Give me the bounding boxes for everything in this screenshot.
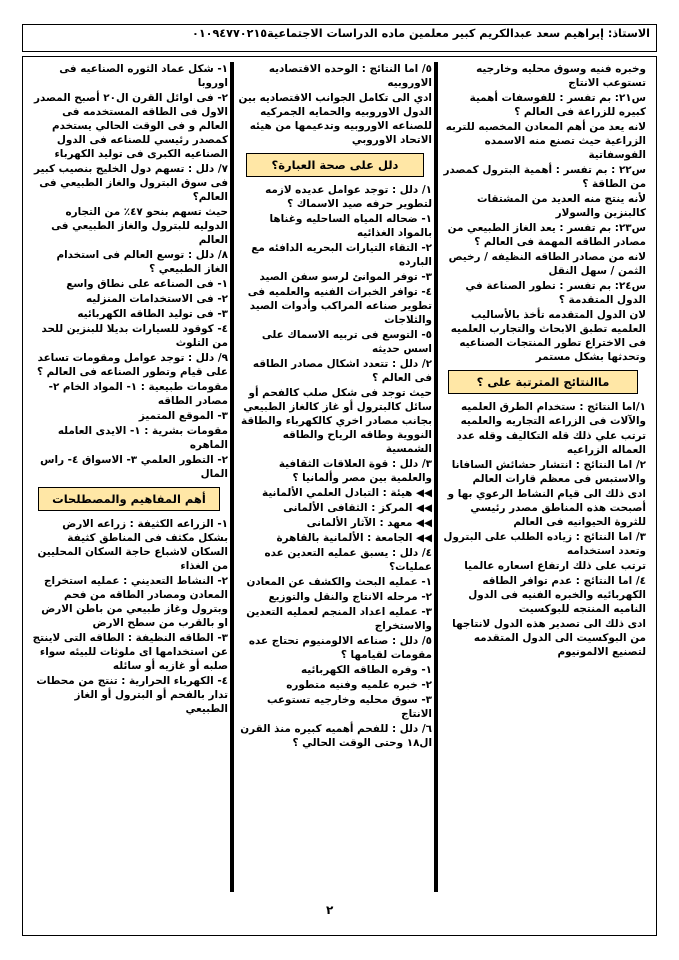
text-line: ١/ دلل : توجد عوامل عديده لازمه لتطوير حرفه صيد الاسماك ؟	[265, 184, 432, 210]
text-line: ١- وفره الطاقه الكهربائيه	[300, 664, 432, 676]
text-line: ٥- التوسع فى تربيه الاسماك على اسس حديثه	[261, 329, 432, 355]
text-line: ٥/ اما النتائج : الوحده الاقتصاديه الاوروبيه	[268, 63, 432, 89]
text-line: ٣- عمليه اعداد المنجم لعمليه التعدين والاستخراج	[246, 606, 432, 632]
text-line: ٣- الطاقه النظيفة : الطاقه التى لاينتج عن استخدامها اى ملوثات للبيئه سواء صلبه أو غازيه أو سائله	[32, 632, 228, 672]
text-line: ٣- فى توليد الطاقه الكهربائيه	[77, 308, 228, 320]
text-line: حيث توجد فى شكل صلب كالفحم أو سائل كالبترول أو غاز كالغاز الطبيعي بجانب مصادر اخري كالكهرباء والطاقة النووية وطاقه الرياح والطاقه الشمسية	[241, 387, 432, 455]
section-title-prove: دلل على صحة العبارة؟	[246, 153, 424, 177]
text-line: ١- فى الصناعه على نطاق واسع	[66, 278, 228, 290]
text-line: ٤- الكهرباء الحرارية : تنتج من محطات تدار بالفحم أو البترول أو الغاز الطبيعي	[36, 675, 228, 715]
text-line: س٢١: بم تفسر : للفوسفات أهمية كبيره للزراعة فى العالم ؟	[469, 92, 646, 118]
text-line: ادى ذلك الى قيام النشاط الرعوي بها و أصبحت هذه المناطق مصدر رئيسي للثروة الحيوانيه فى العالم	[447, 488, 646, 528]
text-line: ٣/ اما النتائج : زياده الطلب على البترول وتعدد استخدامه	[443, 531, 646, 557]
text-line: ١- ضحاله المياه الساحليه وغناها بالمواد الغذائيه	[269, 213, 432, 239]
section-title-concepts: أهم المفاهيم والمصطلحات	[38, 487, 220, 511]
text-line: ٢- فى الاستخدامات المنزليه	[86, 293, 228, 305]
text-line: مقومات طبيعية : ١- المواد الخام ٢- مصادر الطاقه	[48, 381, 228, 407]
text-line: ٣- توفر الموانئ لرسو سفن الصيد	[259, 271, 432, 283]
section-title-results: ماالنتائج المترتبة على ؟	[448, 370, 638, 394]
text-line: ٢- مرحله الانتاج والنقل والتوزيع	[268, 591, 432, 603]
text-line: لان الدول المتقدمه تأخذ بالأساليب العلميه تطبق الابحاث والتجارب العلميه فى الاختراع تطور المنتجات الصناعيه وتحدثها بشكل مستمر	[450, 309, 646, 363]
text-line: ◀◀ معهد : الآثار الألمانى	[306, 517, 432, 529]
text-line: ٨/ دلل : توسع العالم فى استخدام الغاز الطبيعي ؟	[56, 249, 228, 275]
text-line: ١- الزراعه الكثيفة : زراعه الارض بشكل مكثف فى المناطق كثيفة السكان لاشباع حاجة السكان المحليين من الغذاء	[37, 518, 228, 572]
column-divider-right	[434, 62, 438, 892]
text-line: لانه يعد من أهم المعادن المخصبه للتربه الزراعية حيث تصنع منه الاسمده الفوسفاتية	[445, 121, 646, 161]
text-line: ترتب على ذلك ارتفاع اسعاره عالميا	[464, 560, 646, 572]
text-line: ترتب علي ذلك قله التكاليف وقله عدد العماله الزراعيه	[456, 430, 646, 456]
text-line: ٢- خبره علميه وفنيه متطوره	[286, 679, 432, 691]
column-left	[30, 62, 228, 897]
text-line: ١- عمليه البحث والكشف عن المعادن	[246, 576, 432, 588]
text-line: ٢- النشاط التعديني : عمليه استخراج المعادن ومصادر الطاقه من فحم وبترول وغاز طبيعي من باطن الارض او بالقرب من سطح الارض	[41, 575, 228, 629]
text-line: س٢٢ : بم تفسر : أهمية البترول كمصدر من الطاقة ؟	[443, 164, 646, 190]
text-line: ٢/ اما النتائج : انتشار حشائش السافانا والاستبس فى معظم قارات العالم	[451, 459, 646, 485]
text-line: ◀◀ المركز : الثقافى الألمانى	[283, 502, 432, 514]
text-line: ٣/ دلل : قوة العلاقات الثقافية والعلمية بين مصر وألمانيا ؟	[278, 458, 432, 484]
text-line: ◀◀ هيئة : التبادل العلمي الألمانية	[262, 487, 432, 499]
column-divider-left	[230, 62, 234, 892]
text-line: ٤- توافر الخبرات الفنيه والعلميه فى تطوير صناعه المراكب وأدوات الصيد والثلاجات	[247, 286, 432, 326]
text-line: ٦/ دلل : للفحم أهميه كبيره منذ القرن ال١٨ وحتى الوقت الحالي ؟	[240, 723, 432, 749]
text-line: مقومات بشرية : ١- الايدى العامله الماهره	[57, 425, 228, 451]
text-line: ٢- التقاء التيارات البحريه الدافئه مع البارده	[251, 242, 432, 268]
text-line: لأنه ينتج منه العديد من المشتقات كالبنزين والسولار	[477, 193, 646, 219]
text-line: ٧/ دلل : تسهم دول الخليج بنصيب كبير فى سوق البترول والغاز الطبيعي فى العالم؟	[34, 163, 228, 203]
page-number: ٢	[326, 903, 334, 917]
text-line: ٢- التطور العلمي ٣- الاسواق ٤- راس المال	[40, 454, 228, 480]
column-middle	[238, 62, 432, 897]
text-line: س٢٤: بم تفسر : تطور الصناعة في الدول المتقدمة ؟	[465, 280, 646, 306]
text-line: س٢٣: بم تفسر : يعد الغاز الطبيعي من مصادر الطاقه المهمة فى العالم ؟	[447, 222, 646, 248]
text-line: ٥/ دلل : صناعه الالومنيوم تحتاج عده مقومات لقيامها ؟	[248, 635, 432, 661]
text-line: ◀◀ الجامعة : الألمانية بالقاهرة	[276, 532, 432, 544]
text-line: ١- شكل عماد الثوره الصناعيه فى اوروبا	[59, 63, 228, 89]
column-right	[440, 62, 646, 897]
text-line: ٣- الموقع المتميز	[138, 410, 228, 422]
text-line: ٢/ دلل : تتعدد اشكال مصادر الطاقه فى العالم ؟	[252, 358, 432, 384]
text-line: ادي الى تكامل الجوانب الاقتصاديه بين الدول الاوروبيه والحمايه الجمركيه للصناعه الاوروبيه وتدعيمها من هيئه الاتحاد الاوروبي	[238, 92, 432, 146]
text-line: ادى ذلك الى تصدير هذه الدول لانتاجها من البوكسيت الى الدول المتقدمه لتصنيع الالمونيوم	[452, 618, 646, 658]
text-line: ٤/ اما النتائج : عدم توافر الطاقه الكهربائيه والخبره الفنيه فى الدول الناميه المنتجه للبوكسيت	[468, 575, 646, 615]
text-line: ٤- كوقود للسيارات بديلا للبنزين للحد من التلوث	[41, 323, 228, 349]
text-line: ٤/ دلل : يسبق عمليه التعدين عده عمليات؟	[264, 547, 432, 573]
text-line: ٢- فى اوائل القرن ال٢٠ أصبح المصدر الاول فى الطاقه المستخدمه فى العالم و فى الوقت الحالي يستخدم كمصدر رئيسي للصناعه فى الدول الصناعيه الكبرى فى توليد الكهرباء	[34, 92, 228, 160]
teacher-header: الاستاذ: إبراهيم سعد عبدالكريم كبير معلمين ماده الدراسات الاجتماعية٠١٠٩٤٧٧٠٢١٥	[22, 24, 657, 52]
text-line: ١/اما النتائج : ستخدام الطرق العلميه والآلات فى الزراعه التجاريه والعلميه	[460, 401, 646, 427]
text-line: لانه من مصادر الطاقه النظيفه / رخيص الثمن / سهل النقل	[448, 251, 646, 277]
text-line: وخبره فنيه وسوق محليه وخارجيه تستوعب الانتاج	[476, 63, 646, 89]
text-line: حيث تسهم بنحو ٤٧٪ من التجاره الدوليه للبترول والغاز الطبيعي فى العالم	[51, 206, 228, 246]
text-line: ٩/ دلل : توجد عوامل ومقومات تساعد على قيام وتطور الصناعه فى العالم ؟	[37, 352, 228, 378]
text-line: ٣- سوق محليه وخارجيه تستوعب الانتاج	[266, 694, 432, 720]
